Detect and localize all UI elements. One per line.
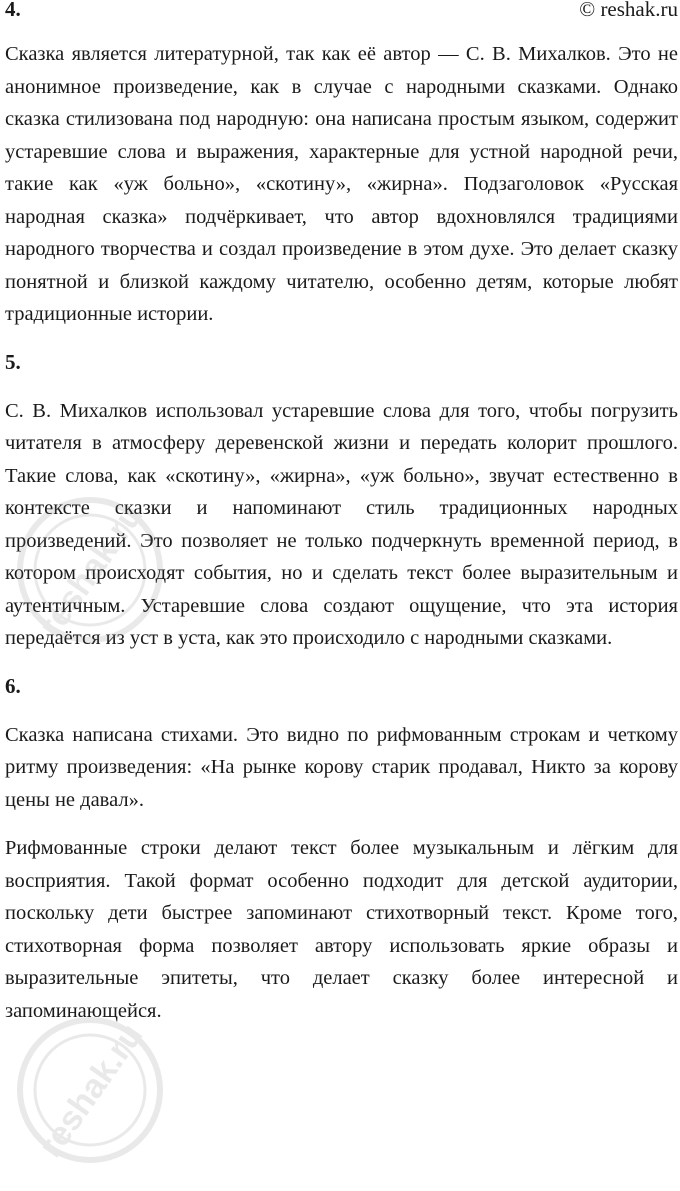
svg-text:reshak.ru: reshak.ru <box>31 496 151 645</box>
answer-body <box>5 38 678 1027</box>
page-header <box>5 0 678 28</box>
task-number-4: 4. <box>5 0 21 21</box>
task-number-5: 5. <box>5 349 21 374</box>
section-5-paragraph: С. В. Михалков использовал устаревшие слова для того, чтобы погрузить читателя в атмосферу деревенской жизни и передать колорит прошлого. Такие слова, как «скотину», «жирна», «уж больно», звучат естественно в контексте сказки и напоминают стиль традиционных народных произведений. Это позволяет не только подчеркнуть временной период, в котором происходят события, но и сделать текст более выразительным и аутентичным. Устаревшие слова создают ощущение, что эта история передаётся из уст в уста, как это происходило с народными сказками. <box>5 399 678 649</box>
copyright-label: © reshak.ru <box>579 0 678 21</box>
section-4-paragraph: Сказка является литературной, так как её автор — С. В. Михалков. Это не анонимное произведение, как в случае с народными сказками. Однако сказка стилизована под народную: она написана простым языком, содержит устаревшие слова и выражения, характерные для устной народной речи, такие как «уж больно», «скотину», «жирна». Подзаголовок «Русская народная сказка» подчёркивает, что автор вдохновлялся традициями народного творчества и создал произведение в этом духе. Это делает сказку понятной и близкой каждому читателю, особенно детям, которые любят традиционные истории. <box>5 43 678 325</box>
section-6-paragraph-1: Сказка написана стихами. Это видно по рифмованным строкам и четкому ритму произведения: «На рынке корову старик продавал, Никто за корову цены не давал». <box>5 723 678 811</box>
section-6-paragraph-2: Рифмованные строки делают текст более музыкальным и лёгким для восприятия. Такой формат особенно подходит для детской аудитории, поскольку дети быстрее запоминают стихотворный текст. Кроме того, стихотворная форма позволяет автору использовать яркие образы и выразительные эпитеты, что делает сказку более интересной и запоминающейся. <box>5 837 678 1022</box>
task-number-6: 6. <box>5 673 21 698</box>
svg-text:reshak.ru: reshak.ru <box>31 1016 151 1165</box>
